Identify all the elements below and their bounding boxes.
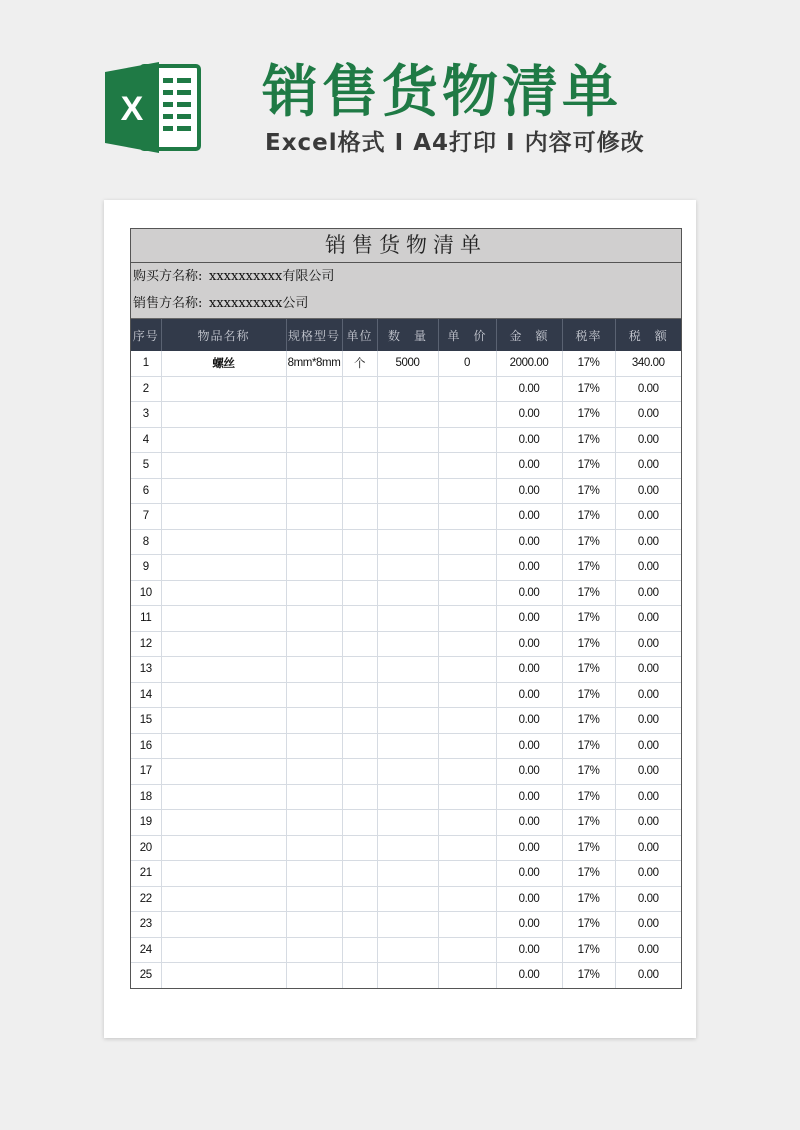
cell-name[interactable] [161, 376, 286, 402]
cell-rate[interactable]: 17% [562, 835, 615, 861]
table-row [131, 478, 681, 504]
cell-spec[interactable] [286, 657, 342, 683]
cell-spec[interactable] [286, 402, 342, 428]
cell-amount[interactable]: 0.00 [496, 886, 562, 912]
excel-logo-icon [103, 60, 203, 155]
cell-qty[interactable] [377, 784, 438, 810]
cell-price[interactable] [438, 504, 496, 530]
cell-name[interactable] [161, 657, 286, 683]
cell-rate[interactable]: 17% [562, 912, 615, 938]
cell-price[interactable] [438, 580, 496, 606]
cell-name[interactable] [161, 529, 286, 555]
cell-name[interactable] [161, 861, 286, 887]
cell-price[interactable] [438, 912, 496, 938]
cell-spec[interactable] [286, 810, 342, 836]
sheet-title: 销售货物清单 [131, 229, 681, 263]
cell-name[interactable]: 螺丝 [161, 351, 286, 376]
cell-unit[interactable] [342, 835, 377, 861]
cell-spec[interactable] [286, 453, 342, 479]
cell-unit[interactable] [342, 580, 377, 606]
cell-no[interactable]: 7 [131, 504, 161, 530]
cell-rate[interactable]: 17% [562, 810, 615, 836]
excel-logo-letter: X [120, 90, 144, 128]
cell-price[interactable] [438, 784, 496, 810]
cell-unit[interactable] [342, 861, 377, 887]
cell-rate[interactable]: 17% [562, 504, 615, 530]
cell-tax[interactable]: 0.00 [615, 580, 681, 606]
cell-tax[interactable]: 0.00 [615, 606, 681, 632]
cell-qty[interactable] [377, 376, 438, 402]
goods-table [131, 319, 681, 989]
cell-tax[interactable]: 0.00 [615, 682, 681, 708]
cell-tax[interactable]: 0.00 [615, 810, 681, 836]
cell-price[interactable] [438, 937, 496, 963]
buyer-value[interactable]: xxxxxxxxxx有限公司 [209, 269, 335, 284]
cell-spec[interactable] [286, 708, 342, 734]
cell-qty[interactable] [377, 708, 438, 734]
cell-amount[interactable]: 0.00 [496, 453, 562, 479]
cell-no[interactable]: 16 [131, 733, 161, 759]
buyer-label: 购买方名称: [133, 269, 203, 284]
cell-no[interactable]: 6 [131, 478, 161, 504]
cell-rate[interactable]: 17% [562, 402, 615, 428]
cell-qty[interactable] [377, 937, 438, 963]
cell-unit[interactable]: 个 [342, 351, 377, 376]
cell-unit[interactable] [342, 682, 377, 708]
cell-unit[interactable] [342, 886, 377, 912]
seller-label: 销售方名称: [133, 296, 203, 311]
cell-rate[interactable]: 17% [562, 682, 615, 708]
cell-qty[interactable] [377, 555, 438, 581]
cell-no[interactable]: 13 [131, 657, 161, 683]
cell-amount[interactable]: 0.00 [496, 937, 562, 963]
cell-no[interactable]: 24 [131, 937, 161, 963]
cell-amount[interactable]: 0.00 [496, 376, 562, 402]
cell-spec[interactable] [286, 835, 342, 861]
cell-name[interactable] [161, 453, 286, 479]
table-row [131, 759, 681, 785]
cell-no[interactable]: 25 [131, 963, 161, 989]
cell-amount[interactable]: 0.00 [496, 784, 562, 810]
cell-rate[interactable]: 17% [562, 453, 615, 479]
cell-unit[interactable] [342, 810, 377, 836]
cell-price[interactable] [438, 861, 496, 887]
cell-unit[interactable] [342, 759, 377, 785]
table-row [131, 810, 681, 836]
table-row [131, 606, 681, 632]
cell-amount[interactable]: 0.00 [496, 861, 562, 887]
cell-no[interactable]: 17 [131, 759, 161, 785]
cell-unit[interactable] [342, 402, 377, 428]
cell-qty[interactable] [377, 529, 438, 555]
cell-qty[interactable] [377, 861, 438, 887]
cell-name[interactable] [161, 912, 286, 938]
table-row [131, 657, 681, 683]
table-row [131, 351, 681, 376]
cell-spec[interactable] [286, 861, 342, 887]
cell-spec[interactable] [286, 733, 342, 759]
cell-name[interactable] [161, 682, 286, 708]
cell-unit[interactable] [342, 733, 377, 759]
cell-price[interactable] [438, 478, 496, 504]
cell-qty[interactable] [377, 606, 438, 632]
cell-no[interactable]: 15 [131, 708, 161, 734]
col-header-price: 单 价 [438, 319, 496, 351]
cell-rate[interactable]: 17% [562, 963, 615, 989]
cell-spec[interactable] [286, 963, 342, 989]
table-row [131, 555, 681, 581]
table-row [131, 529, 681, 555]
cell-no[interactable]: 8 [131, 529, 161, 555]
cell-amount[interactable]: 0.00 [496, 631, 562, 657]
cell-qty[interactable] [377, 682, 438, 708]
cell-spec[interactable] [286, 504, 342, 530]
cell-rate[interactable]: 17% [562, 631, 615, 657]
table-row [131, 376, 681, 402]
col-header-tax: 税 额 [615, 319, 681, 351]
table-row [131, 708, 681, 734]
cell-name[interactable] [161, 937, 286, 963]
cell-spec[interactable] [286, 937, 342, 963]
cell-price[interactable] [438, 555, 496, 581]
cell-no[interactable]: 19 [131, 810, 161, 836]
cell-no[interactable]: 14 [131, 682, 161, 708]
cell-unit[interactable] [342, 784, 377, 810]
cell-unit[interactable] [342, 427, 377, 453]
cell-price[interactable] [438, 376, 496, 402]
cell-amount[interactable]: 0.00 [496, 708, 562, 734]
cell-name[interactable] [161, 708, 286, 734]
cell-tax[interactable]: 0.00 [615, 784, 681, 810]
cell-tax[interactable]: 0.00 [615, 912, 681, 938]
cell-tax[interactable]: 0.00 [615, 963, 681, 989]
cell-tax[interactable]: 0.00 [615, 631, 681, 657]
col-header-rate: 税率 [562, 319, 615, 351]
cell-rate[interactable]: 17% [562, 733, 615, 759]
cell-tax[interactable]: 0.00 [615, 886, 681, 912]
cell-spec[interactable] [286, 784, 342, 810]
cell-tax[interactable]: 0.00 [615, 937, 681, 963]
cell-qty[interactable] [377, 963, 438, 989]
seller-row [131, 290, 681, 317]
col-header-name: 物品名称 [161, 319, 286, 351]
cell-name[interactable] [161, 759, 286, 785]
cell-amount[interactable]: 0.00 [496, 835, 562, 861]
cell-tax[interactable]: 0.00 [615, 427, 681, 453]
cell-name[interactable] [161, 402, 286, 428]
cell-price[interactable] [438, 402, 496, 428]
cell-qty[interactable] [377, 631, 438, 657]
col-header-amount: 金 额 [496, 319, 562, 351]
table-header-row [131, 319, 681, 351]
cell-amount[interactable]: 0.00 [496, 478, 562, 504]
cell-rate[interactable]: 17% [562, 427, 615, 453]
cell-spec[interactable] [286, 912, 342, 938]
cell-amount[interactable]: 0.00 [496, 912, 562, 938]
cell-unit[interactable] [342, 504, 377, 530]
cell-qty[interactable] [377, 657, 438, 683]
table-row [131, 886, 681, 912]
cell-amount[interactable]: 0.00 [496, 529, 562, 555]
cell-amount[interactable]: 0.00 [496, 733, 562, 759]
cell-price[interactable] [438, 529, 496, 555]
cell-no[interactable]: 23 [131, 912, 161, 938]
cell-spec[interactable] [286, 376, 342, 402]
cell-qty[interactable] [377, 504, 438, 530]
cell-name[interactable] [161, 580, 286, 606]
cell-name[interactable] [161, 835, 286, 861]
cell-price[interactable] [438, 606, 496, 632]
table-row [131, 784, 681, 810]
cell-amount[interactable]: 0.00 [496, 402, 562, 428]
cell-tax[interactable]: 0.00 [615, 555, 681, 581]
cell-name[interactable] [161, 963, 286, 989]
cell-amount[interactable]: 0.00 [496, 963, 562, 989]
cell-spec[interactable] [286, 427, 342, 453]
cell-price[interactable] [438, 453, 496, 479]
banner-title: 销售货物清单 [262, 60, 622, 125]
cell-price[interactable] [438, 427, 496, 453]
cell-name[interactable] [161, 427, 286, 453]
cell-name[interactable] [161, 631, 286, 657]
cell-amount[interactable]: 0.00 [496, 682, 562, 708]
cell-price[interactable] [438, 733, 496, 759]
cell-rate[interactable]: 17% [562, 886, 615, 912]
cell-tax[interactable]: 0.00 [615, 376, 681, 402]
cell-rate[interactable]: 17% [562, 861, 615, 887]
cell-unit[interactable] [342, 529, 377, 555]
table-row [131, 937, 681, 963]
table-row [131, 453, 681, 479]
cell-qty[interactable] [377, 402, 438, 428]
cell-no[interactable]: 22 [131, 886, 161, 912]
cell-no[interactable]: 1 [131, 351, 161, 376]
cell-unit[interactable] [342, 912, 377, 938]
cell-qty[interactable] [377, 580, 438, 606]
table-row [131, 912, 681, 938]
cell-qty[interactable] [377, 478, 438, 504]
cell-no[interactable]: 3 [131, 402, 161, 428]
cell-name[interactable] [161, 784, 286, 810]
cell-amount[interactable]: 0.00 [496, 504, 562, 530]
cell-rate[interactable]: 17% [562, 759, 615, 785]
table-row [131, 402, 681, 428]
cell-price[interactable] [438, 810, 496, 836]
cell-amount[interactable]: 0.00 [496, 427, 562, 453]
cell-qty[interactable] [377, 733, 438, 759]
cell-price[interactable] [438, 835, 496, 861]
cell-tax[interactable]: 0.00 [615, 529, 681, 555]
cell-qty[interactable] [377, 453, 438, 479]
cell-spec[interactable] [286, 529, 342, 555]
cell-rate[interactable]: 17% [562, 708, 615, 734]
spreadsheet [130, 228, 682, 989]
cell-amount[interactable]: 0.00 [496, 759, 562, 785]
cell-no[interactable]: 5 [131, 453, 161, 479]
cell-name[interactable] [161, 886, 286, 912]
cell-rate[interactable]: 17% [562, 784, 615, 810]
seller-value[interactable]: xxxxxxxxxx公司 [209, 296, 309, 311]
banner [0, 0, 800, 190]
cell-qty[interactable]: 5000 [377, 351, 438, 376]
cell-no[interactable]: 12 [131, 631, 161, 657]
cell-spec[interactable] [286, 682, 342, 708]
cell-unit[interactable] [342, 963, 377, 989]
table-row [131, 963, 681, 989]
cell-no[interactable]: 21 [131, 861, 161, 887]
table-row [131, 733, 681, 759]
cell-amount[interactable]: 0.00 [496, 555, 562, 581]
cell-unit[interactable] [342, 631, 377, 657]
cell-qty[interactable] [377, 835, 438, 861]
cell-tax[interactable]: 0.00 [615, 759, 681, 785]
cell-rate[interactable]: 17% [562, 937, 615, 963]
cell-spec[interactable] [286, 555, 342, 581]
cell-qty[interactable] [377, 886, 438, 912]
cell-no[interactable]: 20 [131, 835, 161, 861]
cell-no[interactable]: 10 [131, 580, 161, 606]
cell-rate[interactable]: 17% [562, 351, 615, 376]
cell-tax[interactable]: 0.00 [615, 657, 681, 683]
cell-tax[interactable]: 0.00 [615, 835, 681, 861]
cell-price[interactable] [438, 631, 496, 657]
cell-name[interactable] [161, 810, 286, 836]
table-row [131, 580, 681, 606]
cell-price[interactable] [438, 682, 496, 708]
cell-rate[interactable]: 17% [562, 529, 615, 555]
cell-amount[interactable]: 0.00 [496, 580, 562, 606]
cell-no[interactable]: 11 [131, 606, 161, 632]
col-header-qty: 数 量 [377, 319, 438, 351]
cell-price[interactable] [438, 759, 496, 785]
cell-spec[interactable] [286, 606, 342, 632]
cell-amount[interactable]: 0.00 [496, 657, 562, 683]
cell-spec[interactable] [286, 631, 342, 657]
cell-tax[interactable]: 0.00 [615, 402, 681, 428]
cell-name[interactable] [161, 733, 286, 759]
col-header-spec: 规格型号 [286, 319, 342, 351]
cell-rate[interactable]: 17% [562, 657, 615, 683]
table-row [131, 427, 681, 453]
cell-unit[interactable] [342, 453, 377, 479]
cell-spec[interactable] [286, 580, 342, 606]
cell-tax[interactable]: 0.00 [615, 478, 681, 504]
table-row [131, 835, 681, 861]
cell-no[interactable]: 9 [131, 555, 161, 581]
cell-spec[interactable] [286, 478, 342, 504]
cell-name[interactable] [161, 504, 286, 530]
cell-name[interactable] [161, 606, 286, 632]
cell-rate[interactable]: 17% [562, 376, 615, 402]
cell-spec[interactable] [286, 759, 342, 785]
cell-no[interactable]: 4 [131, 427, 161, 453]
cell-price[interactable] [438, 657, 496, 683]
cell-tax[interactable]: 0.00 [615, 504, 681, 530]
cell-amount[interactable]: 0.00 [496, 606, 562, 632]
cell-price[interactable] [438, 963, 496, 989]
cell-price[interactable]: 0 [438, 351, 496, 376]
cell-tax[interactable]: 0.00 [615, 453, 681, 479]
cell-tax[interactable]: 0.00 [615, 708, 681, 734]
cell-amount[interactable]: 0.00 [496, 810, 562, 836]
cell-no[interactable]: 18 [131, 784, 161, 810]
cell-qty[interactable] [377, 759, 438, 785]
cell-unit[interactable] [342, 657, 377, 683]
table-row [131, 861, 681, 887]
cell-tax[interactable]: 340.00 [615, 351, 681, 376]
party-info [131, 263, 681, 319]
cell-unit[interactable] [342, 376, 377, 402]
cell-amount[interactable]: 2000.00 [496, 351, 562, 376]
cell-unit[interactable] [342, 555, 377, 581]
cell-unit[interactable] [342, 478, 377, 504]
col-header-unit: 单位 [342, 319, 377, 351]
table-row [131, 504, 681, 530]
cell-price[interactable] [438, 886, 496, 912]
cell-no[interactable]: 2 [131, 376, 161, 402]
cell-spec[interactable]: 8mm*8mm [286, 351, 342, 376]
cell-tax[interactable]: 0.00 [615, 861, 681, 887]
col-header-no: 序号 [131, 319, 161, 351]
table-row [131, 631, 681, 657]
cell-unit[interactable] [342, 708, 377, 734]
table-body [131, 351, 681, 988]
cell-rate[interactable]: 17% [562, 580, 615, 606]
cell-name[interactable] [161, 555, 286, 581]
cell-qty[interactable] [377, 912, 438, 938]
cell-unit[interactable] [342, 606, 377, 632]
cell-qty[interactable] [377, 810, 438, 836]
cell-price[interactable] [438, 708, 496, 734]
cell-rate[interactable]: 17% [562, 606, 615, 632]
buyer-row [131, 263, 681, 290]
cell-rate[interactable]: 17% [562, 478, 615, 504]
cell-name[interactable] [161, 478, 286, 504]
cell-unit[interactable] [342, 937, 377, 963]
sheet-paper [104, 200, 696, 1038]
cell-spec[interactable] [286, 886, 342, 912]
cell-tax[interactable]: 0.00 [615, 733, 681, 759]
cell-rate[interactable]: 17% [562, 555, 615, 581]
table-row [131, 682, 681, 708]
banner-subtitle: Excel格式 I A4打印 I 内容可修改 [265, 130, 645, 156]
cell-qty[interactable] [377, 427, 438, 453]
